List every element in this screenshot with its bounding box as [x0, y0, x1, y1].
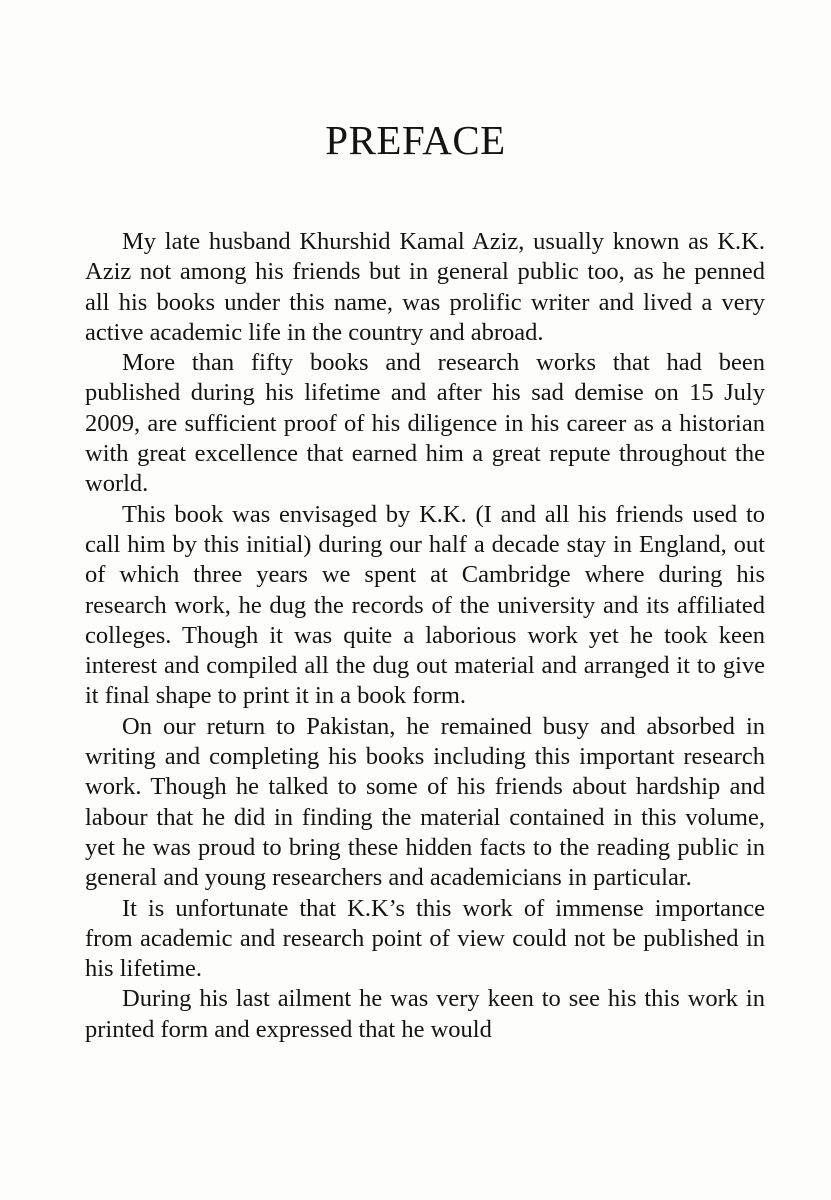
paragraph-1: My late husband Khurshid Kamal Aziz, usually known as K.K. Aziz not among his friends but in general public too, as he penned all his books under this name, was prolific writer and lived a very active academic life in the country and abroad.	[85, 228, 765, 346]
paragraph-3: This book was envisaged by K.K. (I and all his friends used to call him by this initial) during our half a decade stay in England, out of which three years we spent at Cambridge where during his research work, he dug the records of the university and its affiliated colleges. Though it was quite a laborious work yet he took keen interest and compiled all the dug out material and arranged it to give it final shape to print it in a book form.	[85, 500, 765, 710]
paragraph-5: It is unfortunate that K.K’s this work of immense importance from academic and research point of view could not be published in his lifetime.	[85, 894, 765, 983]
preface-body	[85, 227, 765, 1045]
paragraph-2: More than fifty books and research works that had been published during his lifetime and after his sad demise on 15 July 2009, are sufficient proof of his diligence in his career as a historian with great excellence that earned him a great repute throughout the world.	[85, 349, 765, 498]
paragraph-4: On our return to Pakistan, he remained busy and absorbed in writing and completing his books including this important research work. Though he talked to some of his friends about hardship and labour that he did in finding the material contained in this volume, yet he was proud to bring these hidden facts to the reading public in general and young researchers and academicians in particular.	[85, 712, 765, 892]
page-title: PREFACE	[325, 117, 506, 163]
paragraph-6: During his last ailment he was very keen to see his this work in printed form and expressed that he would	[85, 985, 765, 1043]
